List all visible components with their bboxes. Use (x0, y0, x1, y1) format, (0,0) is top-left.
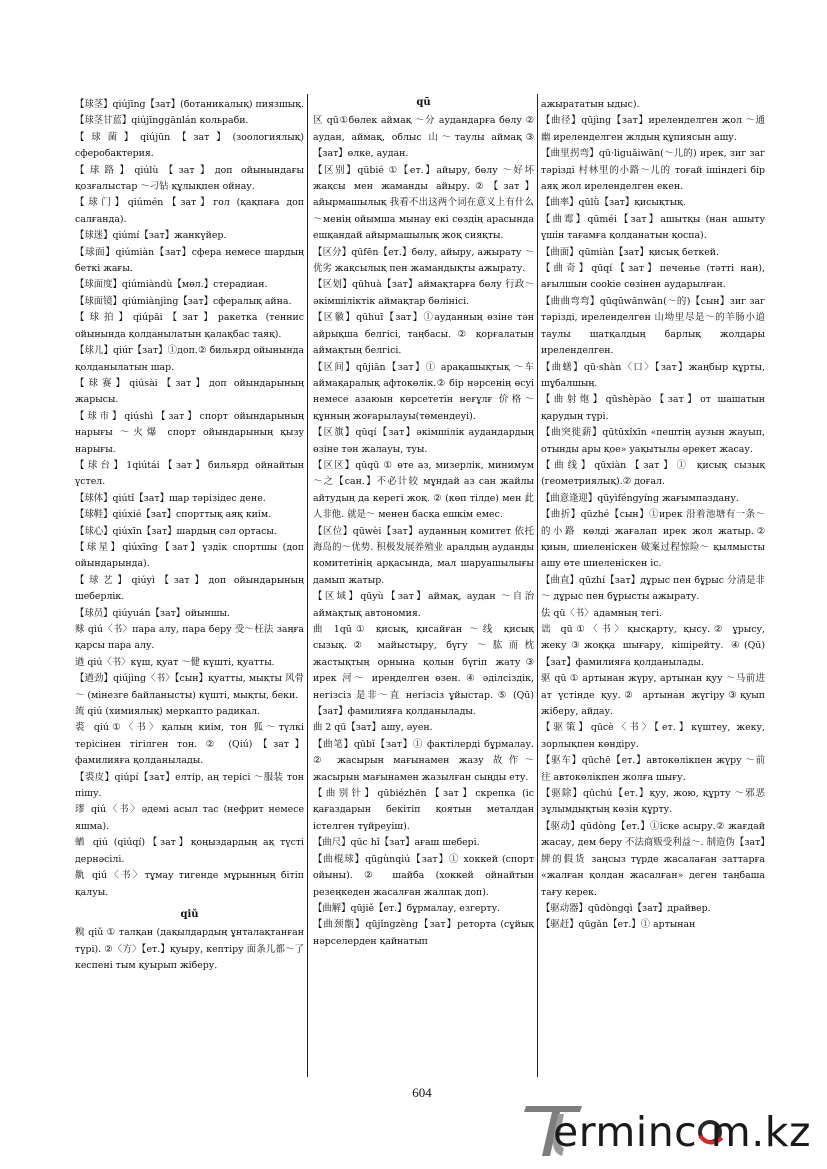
dictionary-entry: 【曲意逢迎】qūyìféngyíng жағымпаздану. (541, 492, 739, 504)
dictionary-entry: 【曲蟮】qū·shàn〈口〉【зат】жаңбыр құрты, шұбалшың. (541, 361, 765, 389)
column-divider (307, 94, 308, 1077)
dictionary-entry: 蝤 qiú (qiúqí)【зат】қоңыздардың ақ түсті дернәсілі. (75, 837, 304, 865)
dictionary-column-3 (541, 97, 765, 934)
dictionary-entry: 【曲解】qūjiě【ет.】бұрмалау, езгерту. (313, 902, 501, 914)
dictionary-entry: 巯 qiú (химиялық) меркапто радикал. (75, 706, 261, 718)
column-divider (537, 94, 538, 1077)
dictionary-entry: 【曲里拐弯】qū·liguǎiwān(～儿的) ирек, зиг заг тәрізді 村林里的小路～儿的 тоғай ішіндегі бір аяқ жол иреленделген екен. (541, 148, 765, 193)
dictionary-entry: 【驱除】qūchú【ет.】қуу, жою, құрту ～邪恶 зұлымдықтың көзін құрту. (541, 788, 765, 816)
dictionary-entry: 【球茎】qiújīng【зат】(ботаникалық) пиязшық. (75, 99, 304, 110)
dictionary-entry: 裘 qiú①〈书〉қалың киім, тон 狐～түлкі терісінен тігілген тон. ② (Qiú)【зат】фамилияға қолданылады. (75, 722, 304, 767)
dictionary-entry: 【球赛】qiúsài【зат】доп ойындарының жарысы. (75, 377, 304, 406)
dictionary-entry: 【驱赶】qūgǎn【ет.】① артынан (541, 919, 696, 931)
dictionary-entry: 【曲颈甑】qūjǐngzèng【зат】реторта (сұйық нәрселерден қайнатып (313, 919, 534, 947)
dictionary-entry: 【球台】1qiútái【зат】бильярд ойнайтын үстел. (75, 459, 304, 488)
dictionary-entry: 【球艺】qiúyì【зат】доп ойындарының шеберлік. (75, 574, 304, 603)
dictionary-entry: 诎 qū①〈书〉қысқарту, қысу.② ұрысу, жеку③жоққа шығару, кішірейту. ④(Qū)【зат】фамилияға қолданылады. (541, 624, 765, 668)
section-heading: qiǔ (180, 908, 199, 920)
dictionary-entry: 【曲霉】qūméi【зат】ашытқы (нан ашыту үшін тағамға қолданатын қоспа). (541, 213, 765, 242)
dictionary-entry: 【球迷】qiúmí【зат】жанкүйер. (75, 230, 227, 242)
dictionary-entry: 驱 qū ① артынан жүру, артынан қуу ～马前进 ат үстінде қуу.② артынан жүгіру③қуып жіберу, айдау. (541, 673, 765, 718)
dictionary-entry: 【球星】qiúxīng【зат】үздік спортшы (доп ойындарында). (75, 541, 304, 570)
dictionary-entry: 【曲面】qūmiàn【зат】қисық беткей. (541, 246, 720, 258)
dictionary-entry: 【驱动器】qūdòngqì【зат】драйвер. (541, 902, 711, 914)
dictionary-entry: 【遒劲】qiújìng〈书〉【сын】қуатты, мықты 风骨～ (мінезге байланысты) күшті, мықты, беки. (75, 673, 304, 701)
dictionary-entry: 【区位】qūwèi【зат】ауданның комитет 依托海岛的～优势. 积极发展养殖业 аралдың ауданды комитетінің арқасында, мал шаруашылығы дамып жатыр. (313, 525, 534, 586)
dictionary-entry: 【球菌】qiújūn【зат】(зоологиялық) сферобактерия. (75, 131, 304, 160)
dictionary-entry: 【曲折】qūzhé【сын】①ирек 沿着池塘有一条～的小路 көлді жағалап ирек жол жатыр.② қиын, шиеленіскен 破案过程惊险～ қылмысты ашу өте шиеленіскен іс. (541, 509, 765, 570)
dictionary-entry: 糗 qiǔ ① талқан (дақылдардың ұнталақтанған түрі). ②〈方〉【ет.】қуыру, кептіру 面条儿都～了 кеспені тым қуырып жіберу. (75, 927, 304, 972)
dictionary-entry: 曲 2 qū【зат】ашу, әуен. (313, 722, 433, 734)
page-number: 604 (412, 1085, 432, 1100)
dictionary-entry: 【球门】qiúmén【зат】гол (қақпаға доп салғанда). (75, 197, 304, 225)
dictionary-entry: 【球面】qiúmiàn【зат】сфера немесе шардың беткі жағы. (75, 246, 304, 275)
dictionary-entry: 【驱策】qūcè〈书〉【ет.】күштеу, жеку, зорлықпен көндіру. (541, 722, 765, 750)
dictionary-entry: 【球拍】qiúpāi【зат】ракетка (теннис ойынында қолданылатын қалақбас таяқ). (75, 312, 304, 340)
dictionary-entry: 【驱动】qūdòng【ет.】①іске асыру.② жағдай жасау, дем беру 不法商贩受利益～. 制造伪【зат】牌的假货 заңсыз түрде жасалаған заттарға «жалған қолдан жасалған» деген таңбаша тағу керек. (541, 820, 765, 898)
dictionary-entry: 【球员】qiúyuán【зат】ойыншы. (75, 607, 230, 619)
dictionary-entry: 区 qū①бөлек аймақ ～分 аудандарға бөлу ② аудан, аймақ, облыс 山～таулы аймақ③【зат】өлке, аудан. (313, 115, 534, 160)
dictionary-entry: 【驱车】qūchē【ет.】автокөлікпен жүру ～前往 автокөлікпен жолға шығу. (541, 755, 765, 783)
dictionary-column-1 (75, 97, 304, 975)
dictionary-entry: 遒 qiú〈书〉күш, қуат ～健 күшті, қуатты. (75, 656, 275, 668)
dictionary-entry: 璆 qiú〈书〉әдемі асыл тас (нефрит немесе яшма). (75, 804, 304, 832)
dictionary-entry: 【区间】qūjiān【зат】① арақашықтық ～车 аймақаралық афтокөлік.② бір нәрсенің өсуі немесе азаюын көрсететін неғұлғ 价格～құнның жоғарылауы(төмендеуі). (313, 361, 534, 422)
dictionary-entry: 【区划】qūhuà【зат】аймақтарға бөлу 行政～ әкімшіліктік аймақтар бөлінісі. (313, 279, 534, 307)
dictionary-entry: 曲 1qū① қисық, қисайған ～线 қисық сызық.② майыстыру, бүгу ～肱而枕 жастықтың орнына қолын бүгіп жату③ ирек 河～ иреңделген өзен. ④ әділсіздік, негізсіз 是非～直 негізсіз ұйыстар. ⑤ (Qū)【зат】фамилияға қолданылады. (313, 624, 534, 718)
dictionary-entry: 【区域】qūyù【зат】аймақ, аудан ～自治 аймақтық автономия. (313, 591, 534, 619)
dictionary-entry: 【曲棍球】qūgùnqiú【зат】① хоккей (спорт ойыны). ② шайба (хоккей ойнайтын резеңкеден жасалған жалпақ доп). (313, 853, 534, 898)
dictionary-entry: 【区徽】qūhuī【зат】①ауданның өзіне тән айрықша белгісі, таңбасы. ② қорғалатын аймақтың белгісі. (313, 312, 534, 357)
dictionary-entry: 【区旗】qūqí【зат】әкімшілік аудандардың өзіне тән жалауы, туы. (313, 427, 534, 455)
dictionary-entry: 赇 qiú〈书〉пара алу, пара беру 受～枉法 заңға қарсы пара алу. (75, 624, 304, 652)
logo-wordmark: erminc m.kz (553, 1108, 811, 1156)
dictionary-entry: 【球心】qiúxīn【зат】шардың сәл ортасы. (75, 525, 277, 537)
dictionary-entry: 【曲突徙薪】qūtūxǐxīn «пештің аузын жауып, отынды ары қое» уақытылы әрекет жасау. (541, 427, 765, 455)
dictionary-entry: 【球面度】qiúmiàndù【мөл.】стерадиан. (75, 279, 268, 291)
section-heading: qū (416, 97, 431, 108)
dictionary-entry: 【曲率】qūlǜ【зат】қисықтық. (541, 197, 686, 209)
dictionary-entry: 【曲曲弯弯】qūqūwānwān(～的)【сын】зиг заг тәрізді, иреленделген 山坳里尽是～的羊肠小道 таулы шатқалдың барлық жолдары иреленделген. (541, 295, 765, 357)
dictionary-entry: 【曲尺】qūc hǐ【зат】ағаш шебері. (313, 837, 480, 849)
dictionary-entry: 【曲径】qūjìng【зат】иреленделген жол ～通幽 иреленделген жлдың құпиясын ашу. (541, 115, 765, 143)
dictionary-entry: 【球茎甘蓝】qiújīnggānlán кольраби. (75, 115, 249, 127)
dictionary-entry: 【曲线】qūxiàn【зат】① қисық сызық (геометриялық).② доғал. (541, 459, 765, 488)
dictionary-entry: 【曲笔】qūbǐ【зат】① фактілерді бұрмалау. ② жасырын мағынамен жазу 故作～жасырын мағынамен жазылған сыңды ету. (313, 738, 534, 783)
dictionary-entry: 【球体】qiútǐ【зат】шар тәрізідес дене. (75, 492, 266, 504)
dictionary-entry: 【球鞋】qiúxié【зат】спорттық аяқ киім. (75, 509, 272, 521)
dictionary-entry: ажырататын ыдыс). (541, 99, 640, 110)
dictionary-entry: 【球路】qiúlù【зат】доп ойынындағы қозғалыстар ～刁钻 құлықпен ойнау. (75, 164, 304, 193)
dictionary-entry: 【曲直】qūzhí【зат】дұрыс пен бұрыс 分清是非～ дұрыс пен бұрысты ажырату. (541, 574, 765, 603)
dictionary-entry: 鼽 qiú〈书〉тұмау тигенде мұрынның бітіп қалуы. (75, 870, 304, 898)
dictionary-entry: 【球面镜】qiúmiànjìng【зат】сфералық айна. (75, 295, 292, 307)
dictionary-entry: 【区分】qūfēn【ет.】бөлу, айыру, ажырату ～优劣 жақсылық пен жамандықты ажырату. (313, 246, 534, 275)
dictionary-entry: 【曲射炮】qūshèpào【зат】от шашатын қарудың түрі. (541, 394, 765, 422)
dictionary-column-2 (313, 97, 534, 950)
dictionary-entry: 佉 qū〈书〉адамның тегі. (541, 607, 663, 619)
dictionary-entry: 【曲别针】qūbiézhēn【зат】скрепка (іс қағаздарын бекітіп қоятын металдан істелген түйреуіш). (313, 788, 534, 832)
dictionary-entry: 【区别】qūbié ①【ет.】айыру, бөлу ～好坏 жақсы мен жаманды айыру.②【зат】айырмашылық 我看不出这两个词在意义上有什么～менің ойымша мынау екі сөздің арасында ешқандай айырмашылық жоқ сияқты. (313, 164, 534, 242)
dictionary-entry: 【区区】qūqū ① өте аз, мизерлік, минимум ～之【сан.】不必计较 мұндай аз сан жайлы айтудың да керегі жоқ. ② (көп тілде) мен 此人非他. 就是～ менен басқа ешкім емес. (313, 459, 534, 521)
dictionary-entry: 【曲奇】qūqí【зат】печенье (тәтті нан), ағылшын cookie сөзінен аударылған. (541, 263, 765, 291)
dictionary-entry: 【球市】qiúshì【зат】спорт ойындарының нарығы ～火爆 спорт ойындарының қызу нарығы. (75, 410, 304, 455)
dictionary-entry: 【球儿】qiúr【зат】①доп.② бильярд ойынында қолданылатын шар. (75, 345, 304, 373)
dictionary-entry: 【裘皮】qiúpí【зат】елтір, аң терісі ～服装 тон пішу. (75, 771, 304, 800)
